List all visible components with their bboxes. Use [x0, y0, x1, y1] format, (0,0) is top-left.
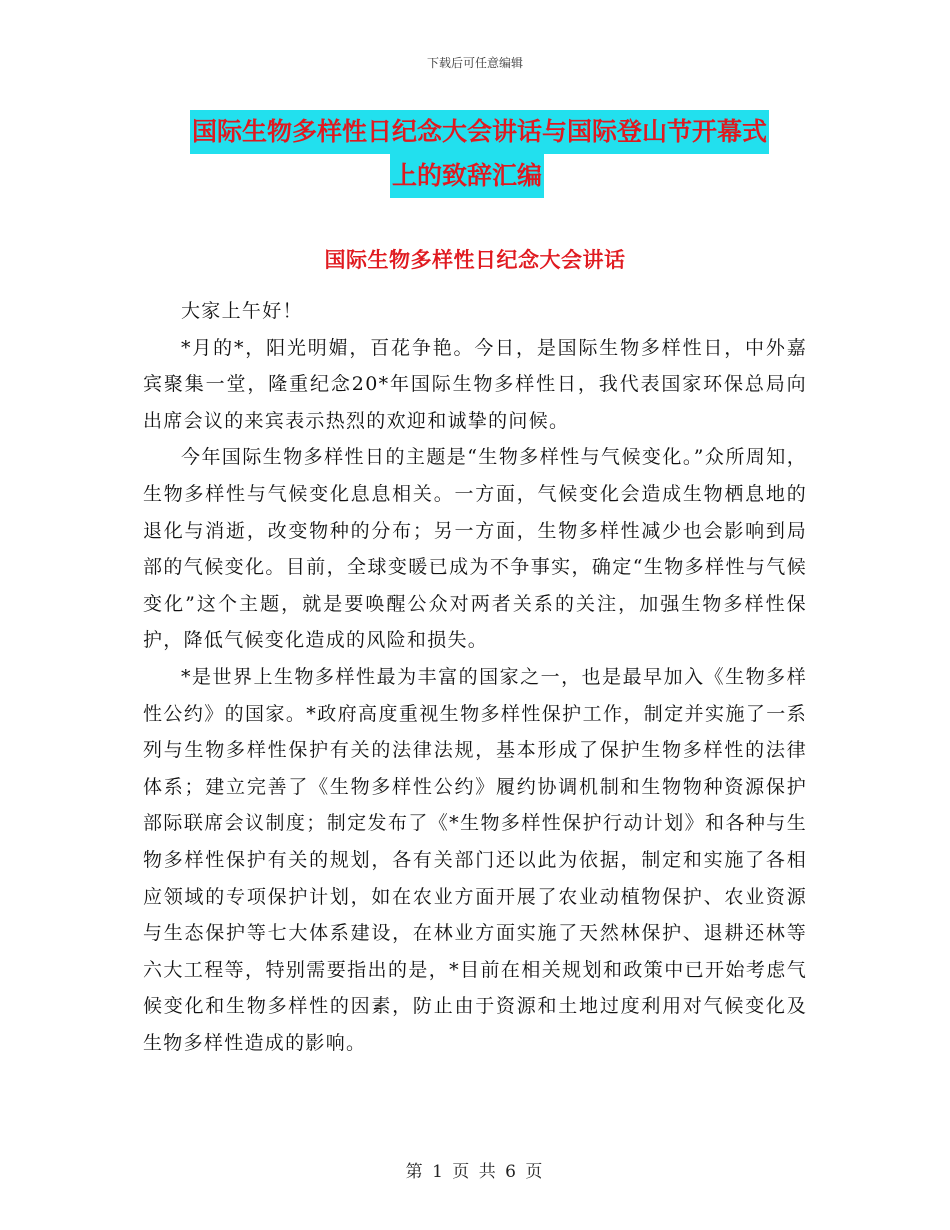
document-title-line-2: 上的致辞汇编	[390, 154, 544, 198]
body-paragraph: *月的*，阳光明媚，百花争艳。今日，是国际生物多样性日，中外嘉宾聚集一堂，隆重纪念20*年国际生物多样性日，我代表国家环保总局向出席会议的来宾表示热烈的欢迎和诚挚的问候。	[143, 336, 807, 432]
section-heading: 国际生物多样性日纪念大会讲话	[324, 248, 626, 272]
greeting-paragraph: 大家上午好！	[181, 300, 303, 322]
document-title-line-1: 国际生物多样性日纪念大会讲话与国际登山节开幕式	[190, 110, 769, 154]
document-body	[143, 293, 807, 1061]
page-header-note: 下载后可任意编辑	[426, 56, 523, 70]
body-paragraph: *是世界上生物多样性最为丰富的国家之一，也是最早加入《生物多样性公约》的国家。*政府高度重视生物多样性保护工作，制定并实施了一系列与生物多样性保护有关的法律法规，基本形成了保护生物多样性的法律体系；建立完善了《生物多样性公约》履约协调机制和生物物种资源保护部际联席会议制度；制定发布了《*生物多样性保护行动计划》和各种与生物多样性保护有关的规划，各有关部门还以此为依据，制定和实施了各相应领域的专项保护计划，如在农业方面开展了农业动植物保护、农业资源与生态保护等七大体系建设，在林业方面实施了天然林保护、退耕还林等六大工程等，特别需要指出的是，*目前在相关规划和政策中已开始考虑气候变化和生物多样性的因素，防止由于资源和土地过度利用对气候变化及生物多样性造成的影响。	[143, 665, 807, 1054]
page-number-footer: 第 1 页 共 6 页	[405, 1162, 545, 1182]
body-paragraph: 今年国际生物多样性日的主题是“生物多样性与气候变化。”众所周知，生物多样性与气候变化息息相关。一方面，气候变化会造成生物栖息地的退化与消逝，改变物种的分布；另一方面，生物多样性减少也会影响到局部的气候变化。目前，全球变暖已成为不争事实，确定“生物多样性与气候变化”这个主题，就是要唤醒公众对两者关系的关注，加强生物多样性保护，降低气候变化造成的风险和损失。	[143, 446, 807, 652]
document-title	[190, 110, 810, 198]
